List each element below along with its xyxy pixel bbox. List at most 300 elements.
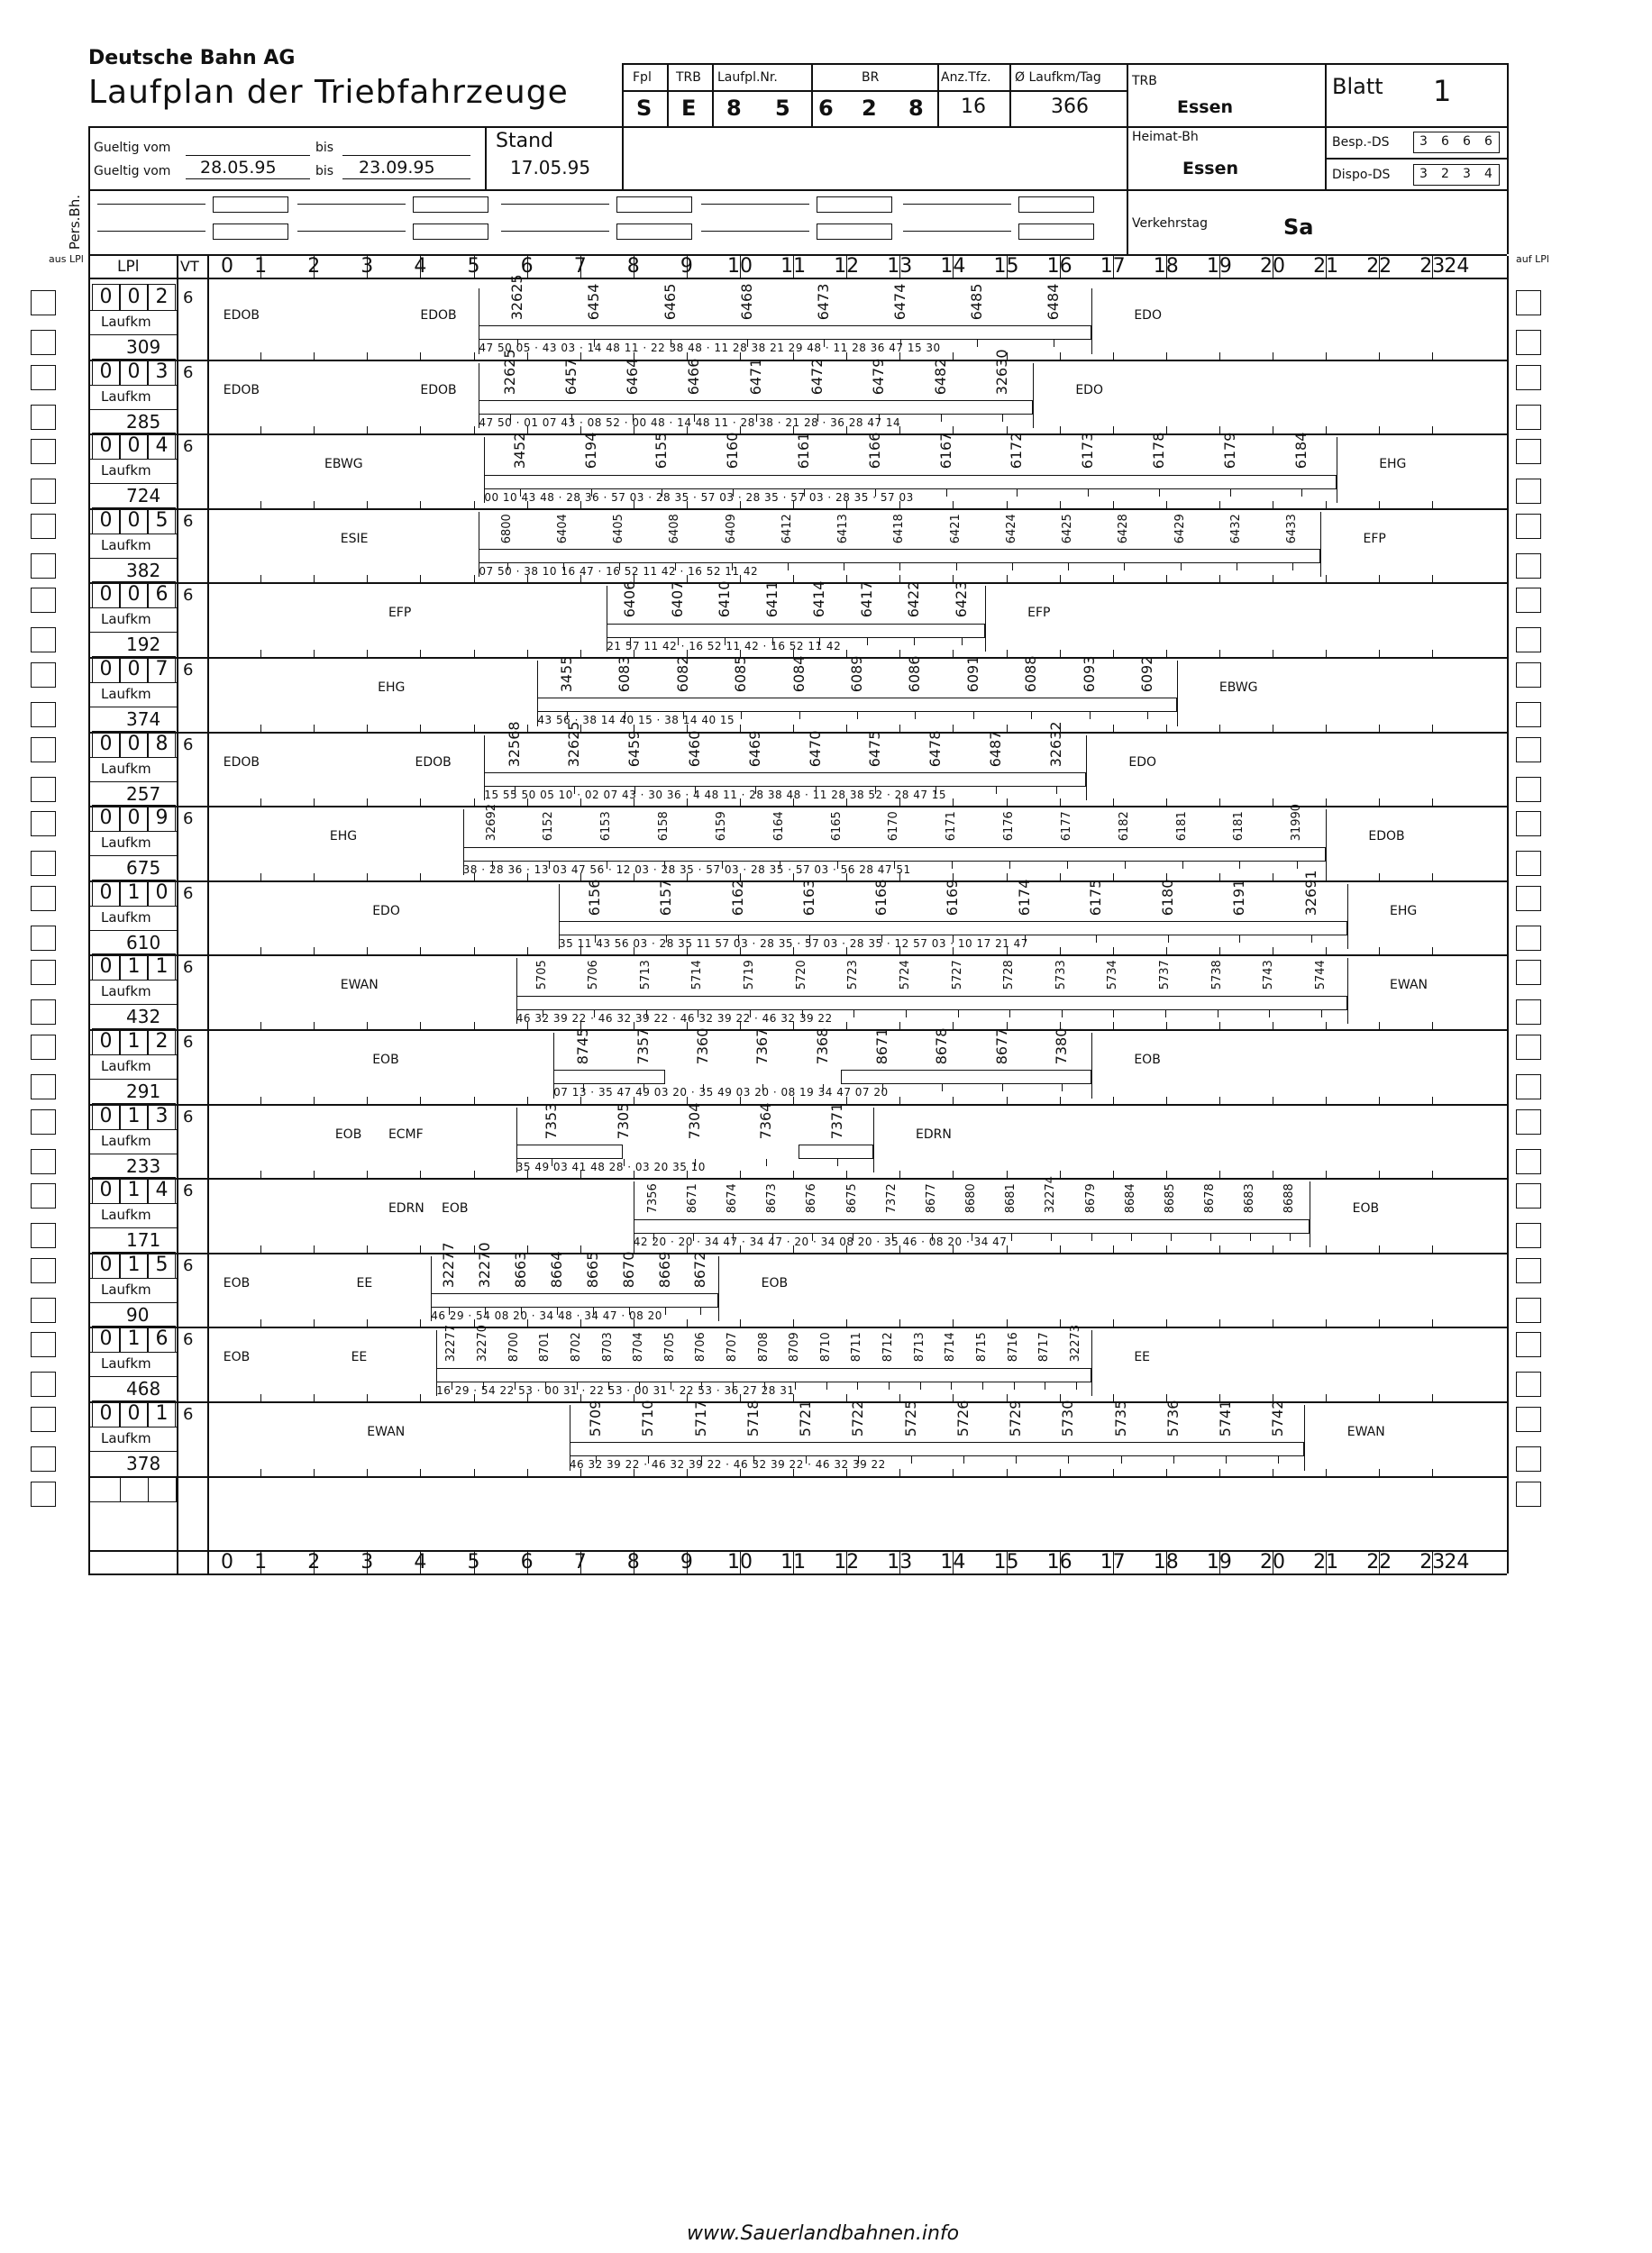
aus-lpl-tab[interactable] bbox=[31, 1035, 56, 1060]
br-label: BR bbox=[862, 70, 880, 85]
train-number: 6177 bbox=[1059, 811, 1073, 842]
schedule-block bbox=[516, 1145, 623, 1159]
lane-start-station: ESIE bbox=[340, 531, 369, 546]
laufpl-label: Laufpl.Nr. bbox=[717, 70, 778, 85]
lane-hour-tick bbox=[474, 650, 475, 657]
br-digit: 8 bbox=[908, 96, 924, 121]
lane-end-rule bbox=[985, 586, 986, 652]
lane-lpl-digit: 1 bbox=[120, 1028, 148, 1055]
auf-lpl-tab[interactable] bbox=[1516, 1407, 1541, 1432]
dispo-digit: 4 bbox=[1484, 167, 1492, 181]
auf-lpl-tab[interactable] bbox=[1516, 479, 1541, 504]
auf-lpl-tab[interactable] bbox=[1516, 627, 1541, 652]
auf-lpl-tab[interactable] bbox=[1516, 588, 1541, 613]
auf-lpl-tab[interactable] bbox=[1516, 960, 1541, 985]
train-number: 7305 bbox=[614, 1102, 632, 1139]
lane-km-rule bbox=[88, 1451, 177, 1452]
lane-end-station: EFP bbox=[1363, 531, 1386, 546]
hour-label-bottom: 14 bbox=[940, 1551, 966, 1574]
lane-end-station: EDRN bbox=[916, 1126, 952, 1142]
aus-lpl-tab[interactable] bbox=[31, 365, 56, 390]
auf-lpl-tab[interactable] bbox=[1516, 777, 1541, 802]
aus-lpl-tab[interactable] bbox=[31, 553, 56, 579]
train-number: 6163 bbox=[800, 879, 818, 917]
lane-hour-tick bbox=[1379, 1394, 1380, 1401]
lane-end-station: EDO bbox=[1128, 754, 1157, 770]
train-number: 5742 bbox=[1269, 1400, 1287, 1437]
lane-lpl-digit: 1 bbox=[120, 1252, 148, 1279]
hour-tick bbox=[953, 256, 954, 278]
lane-start-rule bbox=[559, 884, 560, 950]
hour-tick bbox=[527, 256, 528, 278]
lane-separator bbox=[88, 880, 1507, 882]
lane-laufkm-label: Laufkm bbox=[101, 314, 151, 330]
train-number: 5736 bbox=[1164, 1400, 1182, 1437]
aus-lpl-tab[interactable] bbox=[31, 1482, 56, 1507]
auf-lpl-tab[interactable] bbox=[1516, 1332, 1541, 1357]
pers-box bbox=[616, 223, 692, 240]
lane-lpl-digit: 2 bbox=[148, 1028, 176, 1055]
train-number: 6406 bbox=[621, 580, 639, 618]
lane-minutes: 46 32 39 22 · 46 32 39 22 · 46 32 39 22 · 46 32 39 22 bbox=[569, 1458, 886, 1472]
lane-laufkm-value: 378 bbox=[126, 1453, 161, 1474]
lane-lpl-digit: 1 bbox=[120, 1326, 148, 1353]
hour-tick bbox=[1166, 256, 1167, 278]
train-number: 6432 bbox=[1228, 514, 1243, 544]
lane-start-rule bbox=[553, 1033, 554, 1099]
auf-lpl-tab[interactable] bbox=[1516, 662, 1541, 688]
lane-end-rule bbox=[718, 1256, 719, 1322]
lane-lpl-digit: 0 bbox=[92, 507, 120, 534]
aus-lpl-tab[interactable] bbox=[31, 1332, 56, 1357]
train-number: 6478 bbox=[926, 730, 945, 767]
train-number: 6800 bbox=[499, 514, 514, 544]
aus-lpl-tab[interactable] bbox=[31, 1372, 56, 1397]
train-number: 8669 bbox=[655, 1251, 673, 1289]
lane-hour-tick bbox=[1219, 650, 1220, 657]
lane-hour-tick bbox=[1432, 873, 1433, 880]
train-number: 6454 bbox=[584, 283, 602, 321]
lane-minutes: 47 50 05 · 43 03 · 14 48 11 · 22 38 48 · 11 28 38 21 29 48 · 11 28 36 47 15 30 bbox=[479, 342, 941, 355]
lane-hour-tick bbox=[260, 798, 261, 806]
hour-label-bottom: 13 bbox=[887, 1551, 913, 1574]
auf-lpl-tab[interactable] bbox=[1516, 1183, 1541, 1209]
aus-lpl-tab[interactable] bbox=[31, 811, 56, 836]
auf-lpl-tab[interactable] bbox=[1516, 439, 1541, 464]
lane-start-station: EOB bbox=[223, 1275, 251, 1291]
hour-tick bbox=[1379, 256, 1380, 278]
lane-hour-tick bbox=[1326, 1469, 1327, 1476]
aus-lpl-tab[interactable] bbox=[31, 999, 56, 1025]
hour-label-top: 1 bbox=[254, 255, 268, 278]
lane-lpl-digit: 2 bbox=[148, 284, 176, 311]
train-number: 8680 bbox=[964, 1183, 979, 1214]
train-number: 7353 bbox=[543, 1102, 561, 1139]
lane-lpl-rule bbox=[88, 1501, 177, 1502]
lane-start-station: EWAN bbox=[367, 1425, 406, 1439]
aus-lpl-tab[interactable] bbox=[31, 1258, 56, 1283]
hour-label-top: 20 bbox=[1260, 255, 1285, 278]
hour-label-bottom: 18 bbox=[1153, 1551, 1179, 1574]
hour-label-bottom: 2 bbox=[307, 1551, 321, 1574]
aus-lpl-tab[interactable] bbox=[31, 1074, 56, 1099]
train-number: 3455 bbox=[557, 655, 575, 693]
lane-lpl-digit: 7 bbox=[148, 656, 176, 683]
lane-laufkm-value: 291 bbox=[126, 1081, 161, 1102]
lane-hour-tick bbox=[260, 1097, 261, 1104]
aus-lpl-tab[interactable] bbox=[31, 1109, 56, 1135]
trb-name-value: Essen bbox=[1177, 97, 1234, 117]
train-number: 8674 bbox=[726, 1183, 740, 1214]
train-number: 5710 bbox=[639, 1400, 657, 1437]
auf-lpl-tab[interactable] bbox=[1516, 1446, 1541, 1472]
lane-start-station: EOB bbox=[334, 1126, 362, 1142]
lane-hour-tick bbox=[314, 575, 315, 582]
pers-label: Pers.Bh. bbox=[67, 195, 83, 251]
auf-lpl-tab[interactable] bbox=[1516, 290, 1541, 315]
lane-hour-tick bbox=[1219, 1319, 1220, 1327]
lane-laufkm-label: Laufkm bbox=[101, 388, 151, 405]
lane-end-station: EOB bbox=[761, 1275, 789, 1291]
lane-mid-station: EOB bbox=[442, 1201, 469, 1217]
header-rule bbox=[342, 155, 470, 156]
lane-lpl-digit: 0 bbox=[92, 1177, 120, 1204]
lane-hour-tick bbox=[1326, 426, 1327, 433]
train-number: 8745 bbox=[574, 1027, 592, 1065]
lane-end-rule bbox=[1347, 958, 1348, 1024]
header-rule bbox=[88, 189, 90, 254]
lane-hour-tick bbox=[314, 947, 315, 954]
lane-start-station: EDOB bbox=[223, 382, 260, 397]
lane-laufkm-label: Laufkm bbox=[101, 611, 151, 628]
lane-vt: 6 bbox=[183, 1330, 194, 1350]
auf-lpl-tab[interactable] bbox=[1516, 886, 1541, 911]
train-number: 7356 bbox=[645, 1183, 660, 1214]
besp-digit: 6 bbox=[1484, 134, 1492, 149]
lane-lpl-digit: 0 bbox=[92, 1326, 120, 1353]
auf-lpl-tab[interactable] bbox=[1516, 1074, 1541, 1099]
aus-lpl-tab[interactable] bbox=[31, 886, 56, 911]
dispo-box bbox=[1413, 164, 1500, 186]
hour-tick bbox=[420, 1550, 421, 1573]
hour-tick bbox=[474, 1550, 475, 1573]
train-number: 8704 bbox=[632, 1332, 646, 1363]
train-number: 32277 bbox=[440, 1242, 458, 1289]
lane-minutes: 38 · 28 36 · 13 03 47 56 · 12 03 · 28 35 · 57 03 · 28 35 · 57 03 · 56 28 47 51 bbox=[462, 862, 911, 876]
auf-lpl-tab[interactable] bbox=[1516, 365, 1541, 390]
hour-label-top: 14 bbox=[940, 255, 966, 278]
besp-digit: 6 bbox=[1463, 134, 1471, 149]
auf-lpl-tab[interactable] bbox=[1516, 737, 1541, 762]
lane-lpl-digit: 0 bbox=[92, 1252, 120, 1279]
lane-end-rule bbox=[1304, 1405, 1305, 1471]
valid-until-label: bis bbox=[315, 141, 334, 155]
lane-hour-tick bbox=[527, 725, 528, 732]
lane-start-rule bbox=[516, 1108, 517, 1173]
aus-lpl-tab[interactable] bbox=[31, 1149, 56, 1174]
aus-lpl-tab[interactable] bbox=[31, 777, 56, 802]
schedule-block bbox=[479, 325, 1091, 340]
lane-hour-tick bbox=[1432, 1469, 1433, 1476]
lane-lpl-digit: 0 bbox=[120, 656, 148, 683]
lane-hour-tick bbox=[314, 1097, 315, 1104]
train-number: 6089 bbox=[848, 655, 866, 693]
hour-label-bottom: 0 bbox=[221, 1551, 233, 1574]
auf-lpl-tab[interactable] bbox=[1516, 1482, 1541, 1507]
auf-lpl-tab[interactable] bbox=[1516, 1035, 1541, 1060]
pers-box bbox=[1018, 196, 1094, 213]
lane-laufkm-value: 610 bbox=[126, 931, 161, 953]
hour-tick bbox=[1007, 1550, 1008, 1573]
lane-hour-tick bbox=[1432, 1319, 1433, 1327]
stand-date: 17.05.95 bbox=[510, 157, 591, 178]
dispo-digit: 3 bbox=[1419, 167, 1428, 181]
hour-label-bottom: 1 bbox=[254, 1551, 268, 1574]
header-rule bbox=[342, 178, 470, 179]
header-rule bbox=[622, 90, 1127, 92]
lane-end-rule bbox=[1347, 884, 1348, 950]
lane-lpl-digit: 0 bbox=[92, 1400, 120, 1428]
lane-hour-tick bbox=[740, 1319, 741, 1327]
lane-hour-tick bbox=[1007, 650, 1008, 657]
besp-digit: 6 bbox=[1441, 134, 1449, 149]
lane-hour-tick bbox=[367, 575, 368, 582]
br-digit: 2 bbox=[862, 96, 877, 121]
hour-tick bbox=[953, 1550, 954, 1573]
aus-lpl-tab[interactable] bbox=[31, 960, 56, 985]
lane-lpl-digit: 0 bbox=[92, 359, 120, 386]
auf-lpl-tab[interactable] bbox=[1516, 851, 1541, 876]
hour-tick bbox=[420, 256, 421, 278]
auf-lpl-tab[interactable] bbox=[1516, 1109, 1541, 1135]
lane-start-station: EOB bbox=[372, 1053, 399, 1067]
hour-label-bottom: 20 bbox=[1260, 1551, 1285, 1574]
lane-mid-station: EDOB bbox=[415, 754, 452, 770]
train-number: 5734 bbox=[1106, 960, 1120, 990]
fpl-value: S bbox=[636, 96, 653, 121]
lane-hour-tick bbox=[314, 1394, 315, 1401]
lane-vt: 6 bbox=[183, 1405, 194, 1424]
hour-label-bottom: 21 bbox=[1313, 1551, 1339, 1574]
laufpl-digit: 5 bbox=[775, 96, 790, 121]
train-number: 32625 bbox=[500, 348, 518, 395]
blank-lpl-divider bbox=[120, 1476, 121, 1501]
lane-start-rule bbox=[484, 437, 485, 503]
lane-end-rule bbox=[1086, 735, 1087, 801]
pers-line bbox=[903, 204, 1011, 205]
valid-from-label-2: Gueltig vom bbox=[94, 164, 171, 178]
lane-minutes: 46 32 39 22 · 46 32 39 22 · 46 32 39 22 · 46 32 39 22 bbox=[516, 1011, 833, 1025]
lane-hour-tick bbox=[1379, 1319, 1380, 1327]
lane-lpl-digit: 9 bbox=[148, 805, 176, 832]
lane-end-rule bbox=[1091, 1330, 1092, 1396]
lane-hour-tick bbox=[420, 352, 421, 360]
lane-hour-tick bbox=[953, 1319, 954, 1327]
aus-lpl-tab[interactable] bbox=[31, 851, 56, 876]
aus-lpl-tab[interactable] bbox=[31, 588, 56, 613]
lane-hour-tick bbox=[1326, 1394, 1327, 1401]
lane-hour-tick bbox=[314, 1171, 315, 1178]
train-number: 6082 bbox=[673, 655, 691, 693]
lane-hour-tick bbox=[474, 947, 475, 954]
lane-hour-tick bbox=[1219, 426, 1220, 433]
train-number: 8703 bbox=[600, 1332, 615, 1363]
auf-lpl-tab[interactable] bbox=[1516, 514, 1541, 539]
auf-lpl-tab[interactable] bbox=[1516, 1223, 1541, 1248]
train-number: 7371 bbox=[828, 1102, 846, 1139]
lane-km-rule bbox=[88, 781, 177, 782]
lane-hour-tick bbox=[260, 725, 261, 732]
auf-lpl-tab[interactable] bbox=[1516, 999, 1541, 1025]
auf-lpl-tab[interactable] bbox=[1516, 1258, 1541, 1283]
lane-laufkm-label: Laufkm bbox=[101, 1132, 151, 1149]
lane-hour-tick bbox=[420, 1394, 421, 1401]
lane-lpl-digit: 0 bbox=[92, 581, 120, 608]
lane-lpl-digit: 0 bbox=[120, 581, 148, 608]
auf-lpl-tab[interactable] bbox=[1516, 1298, 1541, 1323]
lane-hour-tick bbox=[474, 501, 475, 508]
aus-lpl-tab[interactable] bbox=[31, 1407, 56, 1432]
pers-line bbox=[903, 231, 1011, 232]
lane-hour-tick bbox=[420, 1245, 421, 1253]
aus-lpl-tab[interactable] bbox=[31, 737, 56, 762]
lane-laufkm-label: Laufkm bbox=[101, 908, 151, 926]
auf-lpl-tab[interactable] bbox=[1516, 811, 1541, 836]
train-number: 5720 bbox=[794, 960, 808, 990]
lane-hour-tick bbox=[1379, 1171, 1380, 1178]
lane-hour-tick bbox=[314, 650, 315, 657]
aus-lpl-tab[interactable] bbox=[31, 439, 56, 464]
header-rule bbox=[485, 126, 487, 189]
train-number: 6414 bbox=[810, 580, 828, 618]
lane-end-rule bbox=[873, 1108, 874, 1173]
train-number: 32630 bbox=[992, 348, 1010, 395]
aus-lpl-tab[interactable] bbox=[31, 702, 56, 727]
aus-lpl-tab[interactable] bbox=[31, 926, 56, 951]
lane-laufkm-value: 285 bbox=[126, 410, 161, 433]
train-number: 8678 bbox=[933, 1027, 951, 1065]
aus-lpl-tab[interactable] bbox=[31, 1183, 56, 1209]
lane-hour-tick bbox=[474, 575, 475, 582]
lane-lpl-digit: 0 bbox=[120, 507, 148, 534]
footer-url[interactable]: www.Sauerlandbahnen.info bbox=[687, 2222, 960, 2245]
lane-lpl-digit: 4 bbox=[148, 433, 176, 460]
auf-lpl-tab[interactable] bbox=[1516, 1149, 1541, 1174]
auf-lpl-tab[interactable] bbox=[1516, 1372, 1541, 1397]
lane-separator bbox=[88, 1104, 1507, 1106]
lane-hour-tick bbox=[420, 501, 421, 508]
lane-hour-tick bbox=[420, 426, 421, 433]
train-number: 6474 bbox=[890, 283, 908, 321]
aus-lpl-tab[interactable] bbox=[31, 330, 56, 355]
lane-laufkm-value: 257 bbox=[126, 782, 161, 805]
valid-until-date: 23.09.95 bbox=[359, 158, 435, 178]
lane-laufkm-value: 171 bbox=[126, 1229, 161, 1252]
lane-hour-tick bbox=[1379, 1022, 1380, 1029]
train-number: 8664 bbox=[547, 1251, 565, 1289]
train-number: 7364 bbox=[756, 1102, 774, 1139]
lane-laufkm-value: 724 bbox=[126, 485, 161, 507]
header-rule bbox=[88, 126, 90, 189]
train-number: 6156 bbox=[585, 879, 603, 917]
hour-tick bbox=[367, 1550, 368, 1573]
lane-end-station: EE bbox=[1134, 1350, 1151, 1365]
hour-label-bottom: 9 bbox=[680, 1551, 693, 1574]
train-number: 6165 bbox=[829, 811, 844, 842]
aus-lpl-tab[interactable] bbox=[31, 662, 56, 688]
lane-hour-tick bbox=[1379, 1245, 1380, 1253]
lane-hour-tick bbox=[420, 1097, 421, 1104]
aus-lpl-tab[interactable] bbox=[31, 405, 56, 430]
hour-label-bottom: 19 bbox=[1206, 1551, 1232, 1574]
lane-hour-tick bbox=[1432, 725, 1433, 732]
lane-hour-tick bbox=[260, 575, 261, 582]
blatt-value: 1 bbox=[1433, 74, 1452, 108]
grid-right-rule bbox=[1507, 256, 1509, 1573]
aus-lpl-tab[interactable] bbox=[31, 627, 56, 652]
hour-tick bbox=[260, 1550, 261, 1573]
train-number: 6157 bbox=[657, 879, 675, 917]
train-number: 6162 bbox=[728, 879, 746, 917]
aus-lpl-tab[interactable] bbox=[31, 1298, 56, 1323]
lane-hour-tick bbox=[899, 1319, 900, 1327]
train-number: 6475 bbox=[866, 730, 884, 767]
train-number: 6153 bbox=[599, 811, 614, 842]
pers-box bbox=[817, 196, 892, 213]
lane-hour-tick bbox=[367, 501, 368, 508]
lane-km-rule bbox=[88, 1302, 177, 1303]
lane-lpl-digit: 0 bbox=[92, 433, 120, 460]
lane-hour-tick bbox=[260, 1469, 261, 1476]
header-rule bbox=[1507, 63, 1509, 254]
aus-lpl-tab[interactable] bbox=[31, 479, 56, 504]
lane-hour-tick bbox=[1166, 352, 1167, 360]
auf-lpl-tab[interactable] bbox=[1516, 330, 1541, 355]
lane-start-station: EDOB bbox=[223, 754, 260, 770]
lane-hour-tick bbox=[260, 1319, 261, 1327]
lane-separator bbox=[88, 1253, 1507, 1254]
lane-hour-tick bbox=[1326, 798, 1327, 806]
hour-tick bbox=[687, 1550, 688, 1573]
lane-start-rule bbox=[436, 1330, 437, 1396]
aus-lpl-tab[interactable] bbox=[31, 1446, 56, 1472]
aus-lpl-tab[interactable] bbox=[31, 514, 56, 539]
lane-minutes: 00 10 43 48 · 28 36 · 57 03 · 28 35 · 57 03 · 28 35 · 57 03 · 28 35 · 57 03 bbox=[484, 490, 914, 504]
train-number: 6482 bbox=[931, 358, 949, 395]
lane-hour-tick bbox=[314, 798, 315, 806]
aus-lpl-tab[interactable] bbox=[31, 290, 56, 315]
lane-km-rule bbox=[88, 930, 177, 931]
schedule-block bbox=[570, 1442, 1305, 1456]
aus-lpl-tab[interactable] bbox=[31, 1223, 56, 1248]
auf-lpl-tab[interactable] bbox=[1516, 553, 1541, 579]
train-number: 6422 bbox=[905, 580, 923, 618]
lane-hour-tick bbox=[1219, 1097, 1220, 1104]
lane-laufkm-value: 192 bbox=[126, 634, 161, 656]
auf-lpl-tab[interactable] bbox=[1516, 926, 1541, 951]
lane-minutes: 35 11 43 56 03 · 28 35 11 57 03 · 28 35 · 57 03 · 28 35 · 12 57 03 · 10 17 21 47 bbox=[559, 937, 1028, 951]
auf-lpl-tab[interactable] bbox=[1516, 702, 1541, 727]
company-name: Deutsche Bahn AG bbox=[88, 47, 296, 69]
lane-lpl-digit: 0 bbox=[148, 880, 176, 907]
auf-lpl-label: auf LPl bbox=[1516, 253, 1549, 265]
lane-vt: 6 bbox=[183, 883, 194, 903]
lane-hour-tick bbox=[420, 650, 421, 657]
pers-line bbox=[297, 204, 406, 205]
lane-hour-tick bbox=[260, 1022, 261, 1029]
header-rule bbox=[1009, 63, 1011, 126]
auf-lpl-tab[interactable] bbox=[1516, 405, 1541, 430]
